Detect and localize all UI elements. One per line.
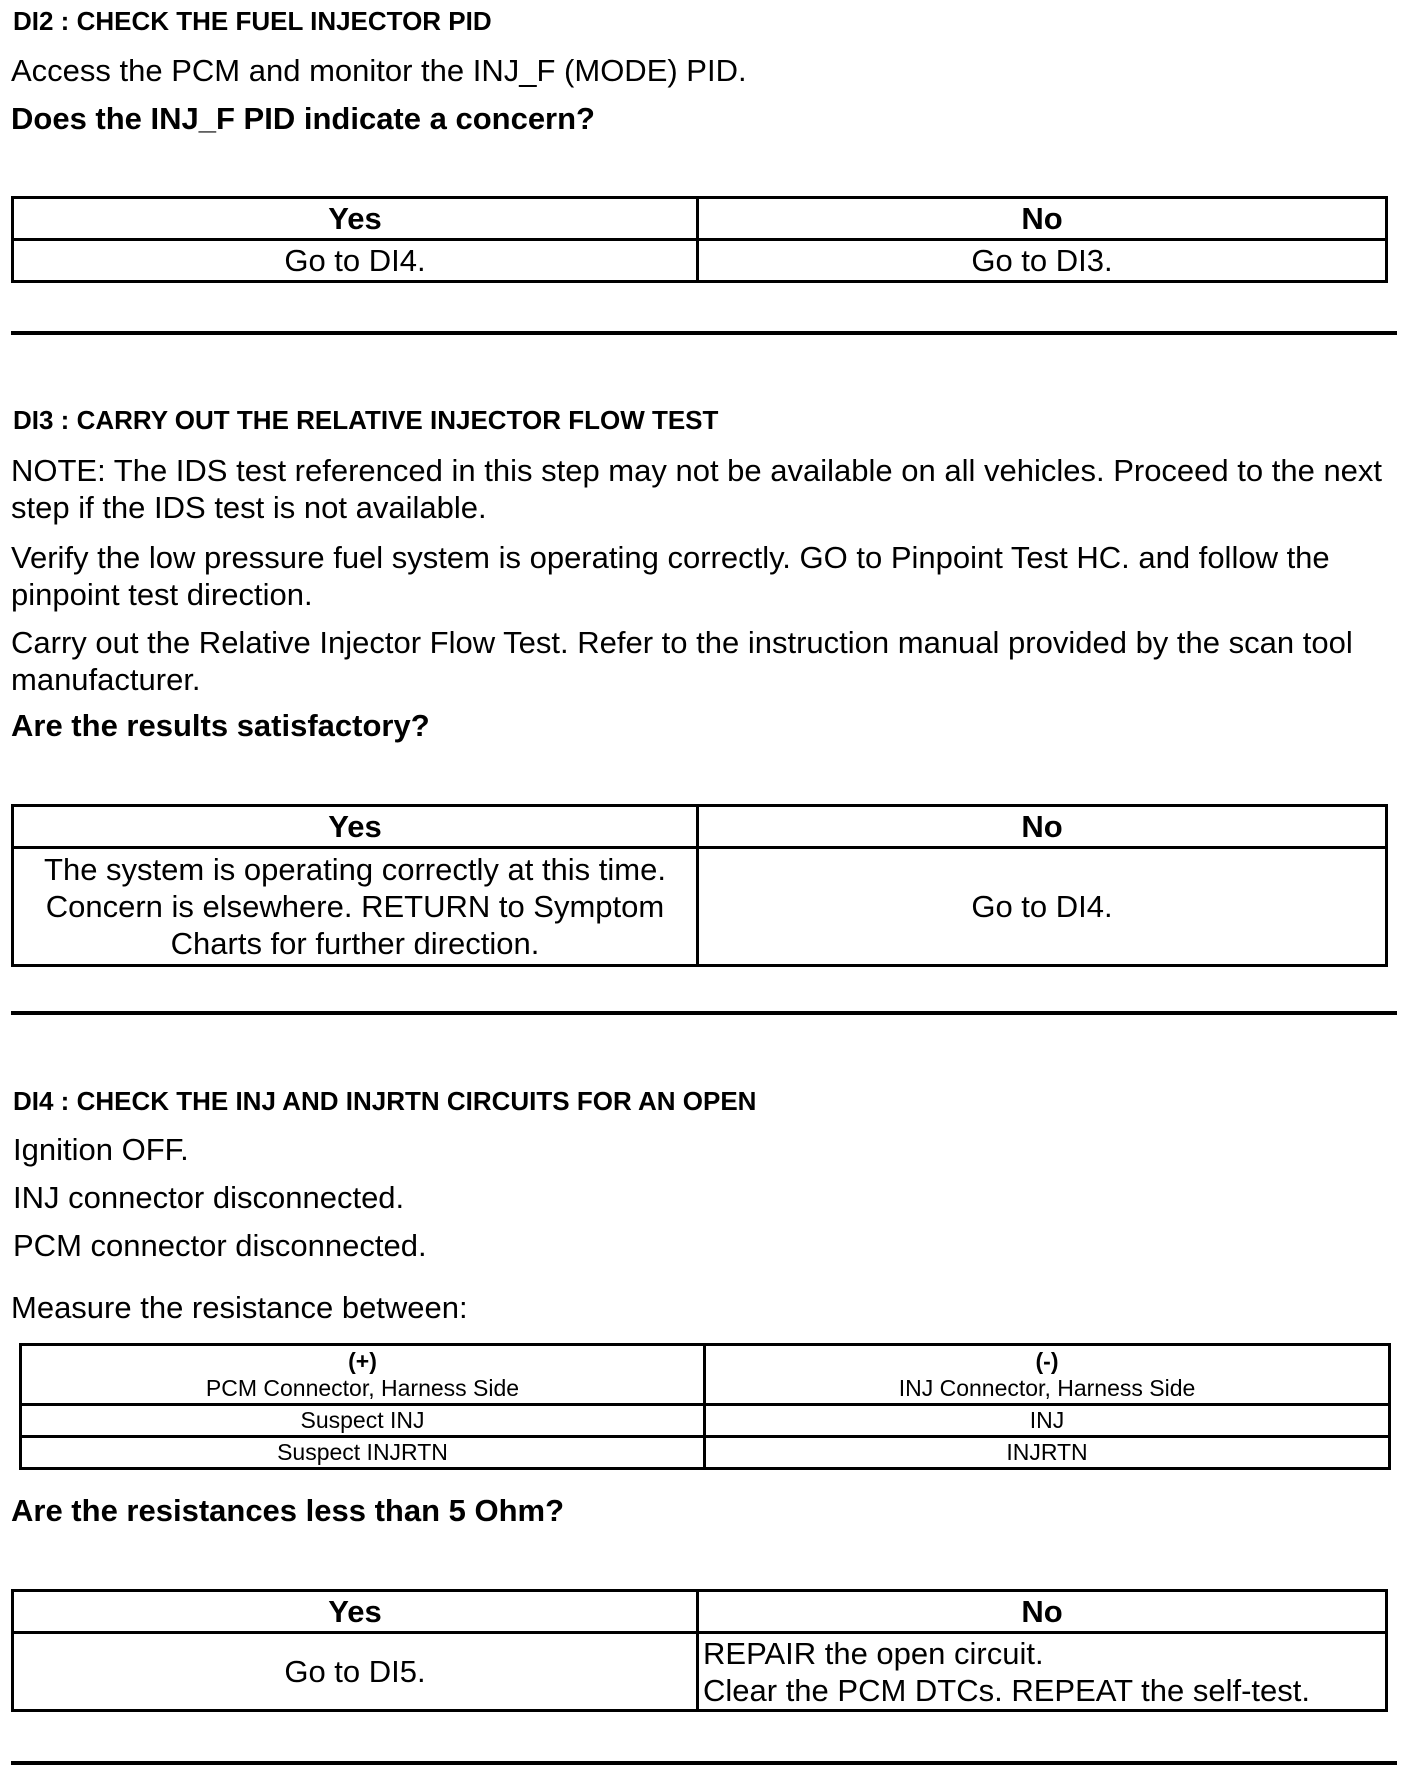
di4-step-ignition: Ignition OFF. (13, 1132, 189, 1167)
di3-note: NOTE: The IDS test referenced in this step may not be available on all vehicles. Proceed to the next step if the IDS test is not available. (11, 453, 1383, 525)
di4-question: Are the resistances less than 5 Ohm? (11, 1493, 565, 1528)
measure-row-plus: Suspect INJ (21, 1405, 705, 1437)
di3-yes-line-2: Concern is elsewhere. RETURN to Symptom (45, 889, 665, 924)
di4-measure-instruction: Measure the resistance between: (11, 1290, 468, 1325)
di3-question: Are the results satisfactory? (11, 708, 430, 743)
di2-step-title: DI2 : CHECK THE FUEL INJECTOR PID (13, 6, 492, 36)
di3-carry-out-instruction: Carry out the Relative Injector Flow Test. Refer to the instruction manual provided by the scan tool manufacturer. (11, 625, 1353, 697)
measure-row-minus: INJRTN (705, 1437, 1390, 1469)
di4-no-action (698, 1633, 1387, 1711)
di4-no-line-2: Clear the PCM DTCs. REPEAT the self-test. (703, 1672, 1310, 1708)
plus-symbol: (+) (348, 1347, 377, 1374)
di3-yes-header: Yes (13, 806, 698, 848)
di2-result-table (11, 196, 1388, 283)
di3-step-title: DI3 : CARRY OUT THE RELATIVE INJECTOR FLOW TEST (13, 405, 719, 435)
di4-no-line-1: REPAIR the open circuit. (703, 1635, 1044, 1671)
di4-step-pcm-connector: PCM connector disconnected. (13, 1228, 427, 1263)
minus-symbol: (-) (1035, 1347, 1059, 1374)
section-divider (11, 1011, 1397, 1015)
di3-verify-instruction: Verify the low pressure fuel system is operating correctly. GO to Pinpoint Test HC. and follow the pinpoint test direction. (11, 540, 1330, 612)
minus-connector-label: INJ Connector, Harness Side (898, 1374, 1196, 1401)
di2-yes-header: Yes (13, 198, 698, 240)
plus-connector-label: PCM Connector, Harness Side (205, 1374, 520, 1401)
di3-no-action: Go to DI4. (698, 848, 1387, 966)
di3-yes-line-3: Charts for further direction. (170, 926, 540, 961)
di3-no-header: No (698, 806, 1387, 848)
section-divider (11, 1761, 1397, 1765)
di4-measurement-table (19, 1343, 1391, 1470)
di4-no-header: No (698, 1591, 1387, 1633)
di2-instruction: Access the PCM and monitor the INJ_F (MODE) PID. (11, 53, 747, 88)
di3-yes-line-1: The system is operating correctly at this time. (44, 852, 666, 887)
di4-result-table (11, 1589, 1388, 1712)
plus-terminal-header (21, 1345, 705, 1405)
measure-row-plus: Suspect INJRTN (21, 1437, 705, 1469)
di4-yes-action: Go to DI5. (13, 1633, 698, 1711)
measure-row-minus: INJ (705, 1405, 1390, 1437)
di2-question: Does the INJ_F PID indicate a concern? (11, 101, 595, 136)
di4-step-inj-connector: INJ connector disconnected. (13, 1180, 405, 1215)
di2-no-action: Go to DI3. (698, 240, 1387, 282)
di2-yes-action: Go to DI4. (13, 240, 698, 282)
minus-terminal-header (705, 1345, 1390, 1405)
section-divider (11, 331, 1397, 335)
di2-no-header: No (698, 198, 1387, 240)
di3-yes-action (13, 848, 698, 966)
di3-result-table (11, 804, 1388, 967)
di4-yes-header: Yes (13, 1591, 698, 1633)
di4-step-title: DI4 : CHECK THE INJ AND INJRTN CIRCUITS FOR AN OPEN (13, 1086, 757, 1116)
